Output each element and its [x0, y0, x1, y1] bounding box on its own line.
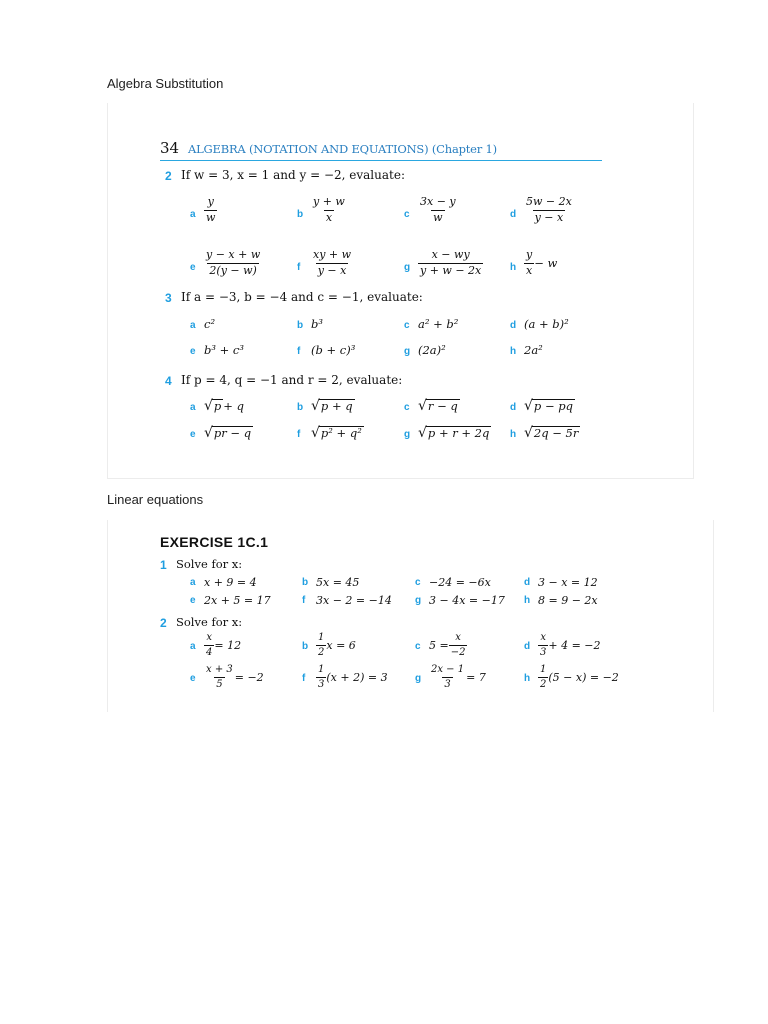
equation-text: 8 = 9 − 2x [538, 594, 598, 607]
equation-text: 2x + 5 = 17 [204, 594, 271, 607]
part-label: g [404, 262, 411, 273]
expression [418, 426, 491, 441]
equation-text: = 12 [214, 638, 242, 652]
denominator: 3 [318, 678, 325, 690]
expression-text: a² + b² [418, 317, 459, 331]
denominator: −2 [450, 646, 466, 658]
heading-linear-equations: Linear equations [107, 492, 204, 507]
expression [311, 343, 355, 357]
expression-text: (a + b)² [524, 317, 569, 331]
expression-text: 2a² [524, 343, 543, 357]
square-root [311, 426, 364, 441]
part-label: f [297, 262, 301, 273]
part-label: b [297, 320, 304, 331]
equation [538, 664, 619, 690]
fraction [524, 249, 534, 277]
part-label: a [190, 577, 196, 588]
equation [429, 576, 491, 589]
equation [316, 632, 356, 658]
square-root [204, 399, 223, 414]
expression [524, 249, 557, 277]
expression [204, 399, 244, 414]
question-number: 3 [165, 291, 172, 305]
numerator: x [206, 632, 212, 643]
part-label: f [297, 429, 301, 440]
denominator: y + w − 2x [420, 263, 482, 277]
page-title: ALGEBRA (NOTATION AND EQUATIONS) (Chapter 1) [188, 142, 497, 156]
expression [524, 399, 575, 414]
numerator: y [526, 248, 533, 261]
radicand: pr − q [213, 426, 252, 440]
question-stem: If p = 4, q = −1 and r = 2, evaluate: [181, 373, 403, 387]
numerator: x [455, 632, 461, 643]
radical-sign: √ [524, 425, 533, 441]
numerator: 1 [318, 632, 325, 643]
numerator: y [207, 195, 214, 208]
numerator: x + 3 [206, 664, 233, 675]
equation [429, 632, 467, 658]
question-number: 1 [160, 558, 167, 572]
expression [418, 399, 460, 414]
part-label: a [190, 209, 196, 220]
expression-suffix: + q [223, 399, 244, 414]
expression [204, 343, 244, 357]
radical-sign: √ [418, 398, 427, 414]
expression [204, 426, 253, 441]
fraction [418, 196, 458, 224]
equation-text: = −2 [234, 670, 264, 684]
question-stem: If a = −3, b = −4 and c = −1, evaluate: [181, 290, 423, 304]
page-number: 34 [160, 139, 180, 157]
numerator: xy + w [313, 248, 352, 261]
textbook-scan-linear-equations [107, 520, 714, 712]
equation [538, 576, 598, 589]
equation [429, 594, 505, 607]
radicand: p + r + 2q [427, 426, 490, 440]
denominator: 2(y − w) [209, 263, 257, 277]
equation-text: 5x = 45 [316, 576, 360, 589]
numerator: 2x − 1 [431, 664, 465, 675]
expression [418, 343, 446, 357]
fraction [311, 196, 347, 224]
denominator: y − x [534, 210, 564, 224]
part-label: h [524, 595, 531, 606]
question-stem: Solve for x: [176, 615, 243, 629]
numerator: y − x + w [206, 248, 261, 261]
radicand: r − q [427, 399, 458, 413]
numerator: x − wy [431, 248, 470, 261]
expression [418, 196, 458, 224]
numerator: y + w [313, 195, 345, 208]
part-label: b [297, 402, 304, 413]
equation-text: + 4 = −2 [548, 638, 601, 652]
part-label: c [404, 320, 410, 331]
equation-text: x = 6 [326, 638, 356, 652]
part-label: a [190, 320, 196, 331]
part-label: e [190, 595, 196, 606]
square-root [418, 426, 491, 441]
expression [311, 426, 364, 441]
equation-text: 3 − x = 12 [538, 576, 598, 589]
numerator: 3x − y [420, 195, 456, 208]
radical-sign: √ [524, 398, 533, 414]
equation-text: 5 = [429, 638, 449, 652]
expression-text: (b + c)³ [311, 343, 356, 357]
expression [204, 317, 215, 331]
part-label: b [297, 209, 304, 220]
denominator: x [325, 210, 333, 224]
fraction [311, 249, 353, 277]
equation [204, 664, 264, 690]
denominator: w [206, 210, 216, 224]
radical-sign: √ [204, 425, 213, 441]
fraction [418, 249, 483, 277]
part-label: c [415, 577, 421, 588]
radical-sign: √ [418, 425, 427, 441]
part-label: h [510, 262, 517, 273]
denominator: 4 [206, 646, 213, 658]
part-label: b [302, 641, 309, 652]
expression [418, 249, 483, 277]
equation [316, 664, 388, 690]
page-header [160, 139, 602, 161]
fraction [204, 664, 235, 690]
heading-algebra-substitution: Algebra Substitution [107, 76, 224, 91]
equation [204, 632, 241, 658]
expression [524, 426, 580, 441]
numerator: 1 [318, 664, 325, 675]
square-root [524, 399, 575, 414]
expression-text: b³ + c³ [204, 343, 244, 357]
fraction [204, 249, 262, 277]
denominator: w [433, 210, 443, 224]
denominator: 2 [540, 678, 547, 690]
radicand: p + q [320, 399, 353, 413]
square-root [524, 426, 580, 441]
expression [311, 196, 347, 224]
question-number: 4 [165, 374, 172, 388]
part-label: c [415, 641, 421, 652]
expression [524, 343, 543, 357]
equation [204, 594, 271, 607]
denominator: y − x [317, 263, 347, 277]
equation-text: 3 − 4x = −17 [429, 594, 505, 607]
radicand: p² + q² [320, 426, 362, 440]
expression [524, 196, 574, 224]
expression [418, 317, 458, 331]
denominator: 2 [318, 646, 325, 658]
equation-text: = 7 [466, 670, 486, 684]
part-label: d [510, 209, 517, 220]
denominator: x [526, 263, 533, 277]
square-root [311, 399, 355, 414]
exercise-title: EXERCISE 1C.1 [160, 534, 269, 550]
expression [311, 249, 353, 277]
textbook-scan-substitution [107, 103, 694, 479]
fraction [538, 632, 548, 658]
fraction [316, 632, 326, 658]
part-label: e [190, 429, 196, 440]
radicand: p [213, 399, 222, 413]
part-label: g [404, 429, 411, 440]
expression-suffix: − w [534, 256, 558, 271]
question-number: 2 [160, 616, 167, 630]
expression [524, 317, 569, 331]
equation-text: 3x − 2 = −14 [316, 594, 392, 607]
equation-text: x + 9 = 4 [204, 576, 257, 589]
expression [204, 196, 217, 224]
expression [204, 249, 262, 277]
part-label: b [302, 577, 309, 588]
fraction [316, 664, 326, 690]
expression-text: c² [204, 317, 216, 331]
part-label: d [510, 402, 517, 413]
equation-text: −24 = −6x [429, 576, 491, 589]
denominator: 3 [444, 678, 451, 690]
radical-sign: √ [311, 425, 320, 441]
equation [538, 594, 598, 607]
part-label: c [404, 402, 410, 413]
part-label: f [302, 673, 306, 684]
part-label: d [524, 641, 531, 652]
question-stem: Solve for x: [176, 557, 243, 571]
fraction [429, 664, 466, 690]
expression [311, 399, 355, 414]
part-label: d [524, 577, 531, 588]
radicand: 2q − 5r [533, 426, 579, 440]
part-label: a [190, 402, 196, 413]
numerator: 5w − 2x [526, 195, 572, 208]
part-label: g [415, 595, 422, 606]
part-label: g [415, 673, 422, 684]
question-stem: If w = 3, x = 1 and y = −2, evaluate: [181, 168, 405, 182]
part-label: c [404, 209, 410, 220]
numerator: 1 [540, 664, 547, 675]
equation-text: (5 − x) = −2 [548, 670, 619, 684]
fraction [538, 664, 548, 690]
equation [538, 632, 601, 658]
fraction [449, 632, 468, 658]
expression [311, 317, 323, 331]
square-root [204, 426, 253, 441]
expression-text: (2a)² [418, 343, 446, 357]
denominator: 3 [540, 646, 547, 658]
part-label: h [510, 429, 517, 440]
part-label: e [190, 673, 196, 684]
equation-text: (x + 2) = 3 [326, 670, 388, 684]
part-label: g [404, 346, 411, 357]
equation [316, 594, 392, 607]
part-label: h [524, 673, 531, 684]
equation [429, 664, 486, 690]
part-label: f [302, 595, 306, 606]
square-root [418, 399, 460, 414]
part-label: f [297, 346, 301, 357]
radicand: p − pq [533, 399, 573, 413]
part-label: e [190, 262, 196, 273]
fraction [204, 632, 214, 658]
part-label: h [510, 346, 517, 357]
radical-sign: √ [204, 398, 213, 414]
part-label: e [190, 346, 196, 357]
equation [204, 576, 257, 589]
question-number: 2 [165, 169, 172, 183]
numerator: x [540, 632, 546, 643]
fraction [524, 196, 574, 224]
fraction [204, 196, 217, 224]
part-label: d [510, 320, 517, 331]
radical-sign: √ [311, 398, 320, 414]
denominator: 5 [216, 678, 223, 690]
equation [316, 576, 359, 589]
expression-text: b³ [311, 317, 323, 331]
part-label: a [190, 641, 196, 652]
